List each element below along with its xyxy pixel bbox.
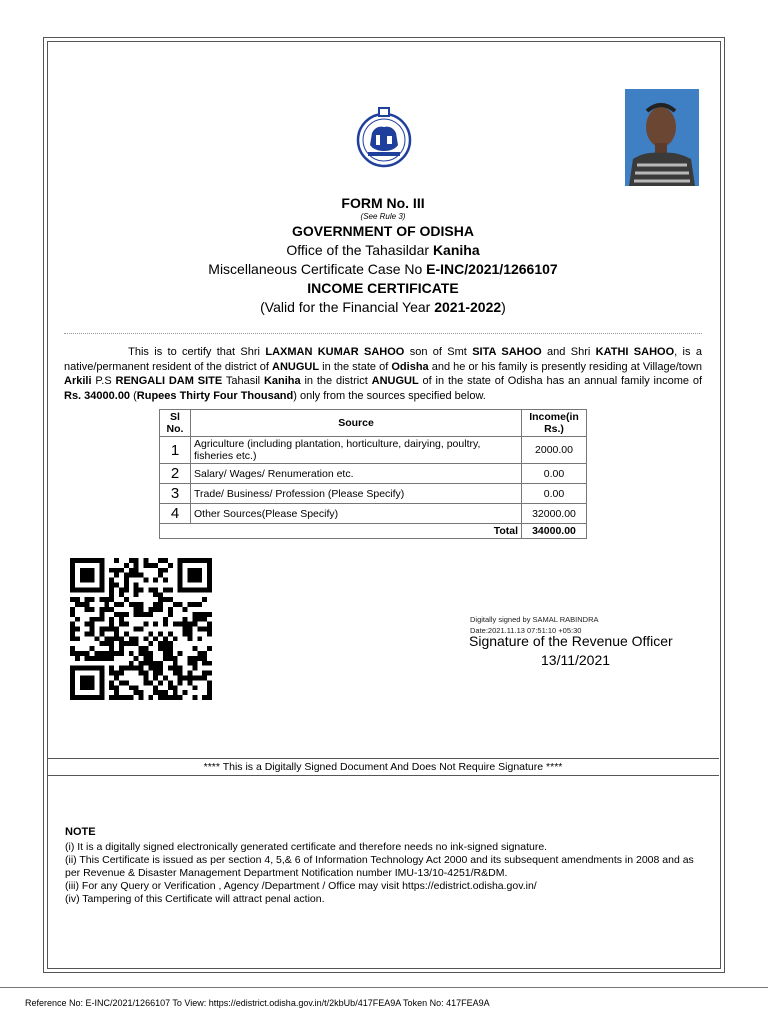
note-item: (iv) Tampering of this Certificate will attract penal action. <box>65 893 325 905</box>
income-source-table <box>159 409 587 539</box>
total-label: Total <box>160 524 522 539</box>
table-row: 3 Trade/ Business/ Profession (Please Specify) 0.00 <box>160 484 587 504</box>
case-line: Miscellaneous Certificate Case No E-INC/2021/1266107 <box>208 261 558 277</box>
validity-line: (Valid for the Financial Year 2021-2022) <box>260 299 506 315</box>
certificate-header <box>43 195 723 317</box>
header-source: Source <box>191 410 522 437</box>
income-amount: Rs. 34000.00 <box>64 389 131 402</box>
state: Odisha <box>391 360 429 373</box>
mother-name: SITA SAHOO <box>472 346 542 358</box>
signature-title: Signature of the Revenue Officer <box>469 633 673 649</box>
government-title: GOVERNMENT OF ODISHA <box>291 223 474 239</box>
footer-reference: Reference No: E-INC/2021/1266107 To View: https://edistrict.odisha.gov.in/t/2kbUb/417FEA9A Token No: 417FEA9A <box>25 998 490 1008</box>
digital-signature-notice: **** This is a Digitally Signed Document And Does Not Require Signature **** <box>47 758 719 776</box>
certificate-title: INCOME CERTIFICATE <box>307 280 459 296</box>
footer-divider <box>0 987 768 988</box>
note-title: NOTE <box>65 826 96 838</box>
signature-date: 13/11/2021 <box>541 652 611 668</box>
office-line: Office of the Tahasildar Kaniha <box>286 242 480 258</box>
digital-signature-stamp: Digitally signed by SAMAL RABINDRA Date:2021.11.13 07:51:10 +05:30 <box>470 615 599 635</box>
table-header-row <box>160 410 587 437</box>
separator-line <box>64 333 702 334</box>
district: ANUGUL <box>272 360 320 373</box>
rule-reference: (See Rule 3) <box>360 212 406 221</box>
table-row: 2 Salary/ Wages/ Renumeration etc. 0.00 <box>160 464 587 484</box>
table-row: 4 Other Sources(Please Specify) 32000.00 <box>160 504 587 524</box>
valid-year: 2021-2022 <box>434 299 502 315</box>
tahasil: Kaniha <box>263 375 301 388</box>
applicant-name: LAXMAN KUMAR SAHOO <box>265 346 405 358</box>
total-value: 34000.00 <box>522 524 587 539</box>
certification-paragraph: This is to certify that Shri LAXMAN KUMAR SAHOO son of Smt SITA SAHOO and Shri KATHI SAHOO, is a native/permanent resident of the district of ANUGUL in the state of Odisha and he or his family is presently residing at Village/town Arkili P.S RENGALI DAM SITE Tahasil Kaniha in the district ANUGUL of in the state of Odisha has an annual family income of Rs. 34000.00 (Rupees Thirty Four Thousand) only from the sources specified below. <box>64 346 703 402</box>
police-station: RENGALI DAM SITE <box>115 375 223 388</box>
note-item: (i) It is a digitally signed electronically generated certificate and therefore needs no ink-signed signature. <box>65 841 548 853</box>
case-number: E-INC/2021/1266107 <box>426 261 558 277</box>
odisha-emblem-icon <box>354 105 414 169</box>
header-income: Income(in Rs.) <box>522 410 587 437</box>
table-row: 1 Agriculture (including plantation, horticulture, dairying, poultry, fisheries etc.) 2000.00 <box>160 437 587 464</box>
income-words: Rupees Thirty Four Thousand <box>136 389 294 402</box>
applicant-photo <box>625 89 699 186</box>
note-item: (iii) For any Query or Verification , Agency /Department / Office may visit https://edistrict.odisha.gov.in/ <box>65 880 537 892</box>
header-sl-no: Sl No. <box>160 410 191 437</box>
form-number: FORM No. III <box>341 195 425 211</box>
district-2: ANUGUL <box>371 375 419 388</box>
table-total-row <box>160 524 587 539</box>
qr-code-icon <box>70 558 212 700</box>
father-name: KATHI SAHOO <box>595 346 675 358</box>
office-place: Kaniha <box>432 242 480 258</box>
note-item: (ii) This Certificate is issued as per section 4, 5,& 6 of Information Technology Act 2000 and its subsequent amendments in 2008 and as per Revenue & Disaster Management Department Notification number IMU-13/10-4251/R&DM. <box>65 854 694 879</box>
note-section <box>65 826 705 906</box>
village: Arkili <box>64 375 92 388</box>
